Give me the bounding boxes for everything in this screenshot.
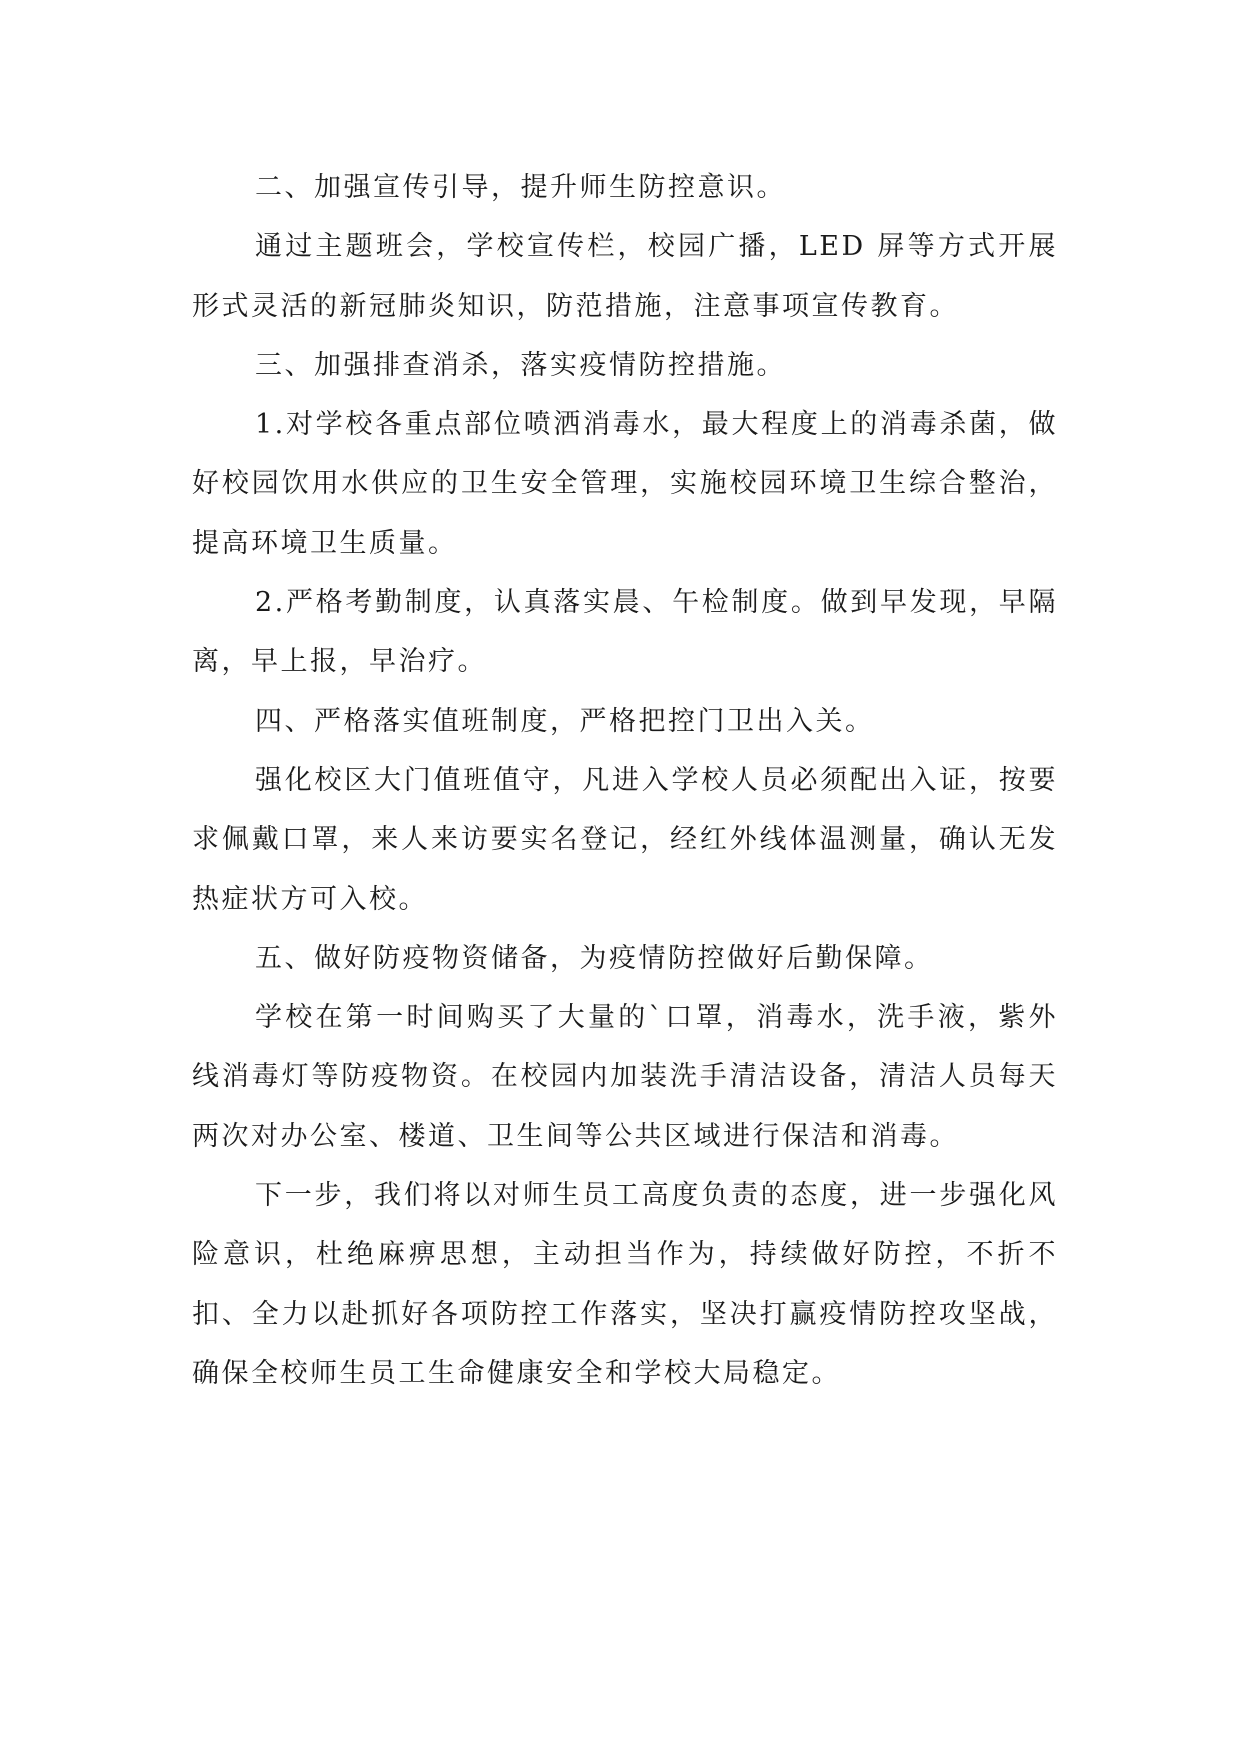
section-heading-3: 三、加强排查消杀，落实疫情防控措施。 xyxy=(255,349,786,381)
list-item-1: 1.对学校各重点部位喷洒消毒水，最大程度上的消毒杀菌，做好校园饮用水供应的卫生安全管理，实施校园环境卫生综合整治，提高环境卫生质量。 xyxy=(192,409,1058,559)
section-heading-2: 二、加强宣传引导，提升师生防控意识。 xyxy=(255,172,786,203)
section-heading-4: 四、严格落实值班制度，严格把控门卫出入关。 xyxy=(255,705,875,737)
section-heading-5: 五、做好防疫物资储备，为疫情防控做好后勤保障。 xyxy=(255,942,934,974)
list-item-2: 2.严格考勤制度，认真落实晨、午检制度。做到早发现，早隔离，早上报，早治疗。 xyxy=(192,587,1058,678)
body-paragraph: 学校在第一时间购买了大量的`口罩，消毒水，洗手液，紫外线消毒灯等防疫物资。在校园内加装洗手清洁设备，清洁人员每天两次对办公室、楼道、卫生间等公共区域进行保洁和消毒。 xyxy=(192,1002,1058,1152)
document-body xyxy=(192,158,1058,1403)
closing-paragraph: 下一步，我们将以对师生员工高度负责的态度，进一步强化风险意识，杜绝麻痹思想，主动担当作为，持续做好防控，不折不扣、全力以赴抓好各项防控工作落实，坚决打赢疫情防控攻坚战，确保全校师生员工生命健康安全和学校大局稳定。 xyxy=(192,1180,1058,1389)
body-paragraph: 通过主题班会，学校宣传栏，校园广播，LED 屏等方式开展形式灵活的新冠肺炎知识，防范措施，注意事项宣传教育。 xyxy=(192,231,1058,322)
body-paragraph: 强化校区大门值班值守，凡进入学校人员必须配出入证，按要求佩戴口罩，来人来访要实名登记，经红外线体温测量，确认无发热症状方可入校。 xyxy=(192,764,1058,915)
